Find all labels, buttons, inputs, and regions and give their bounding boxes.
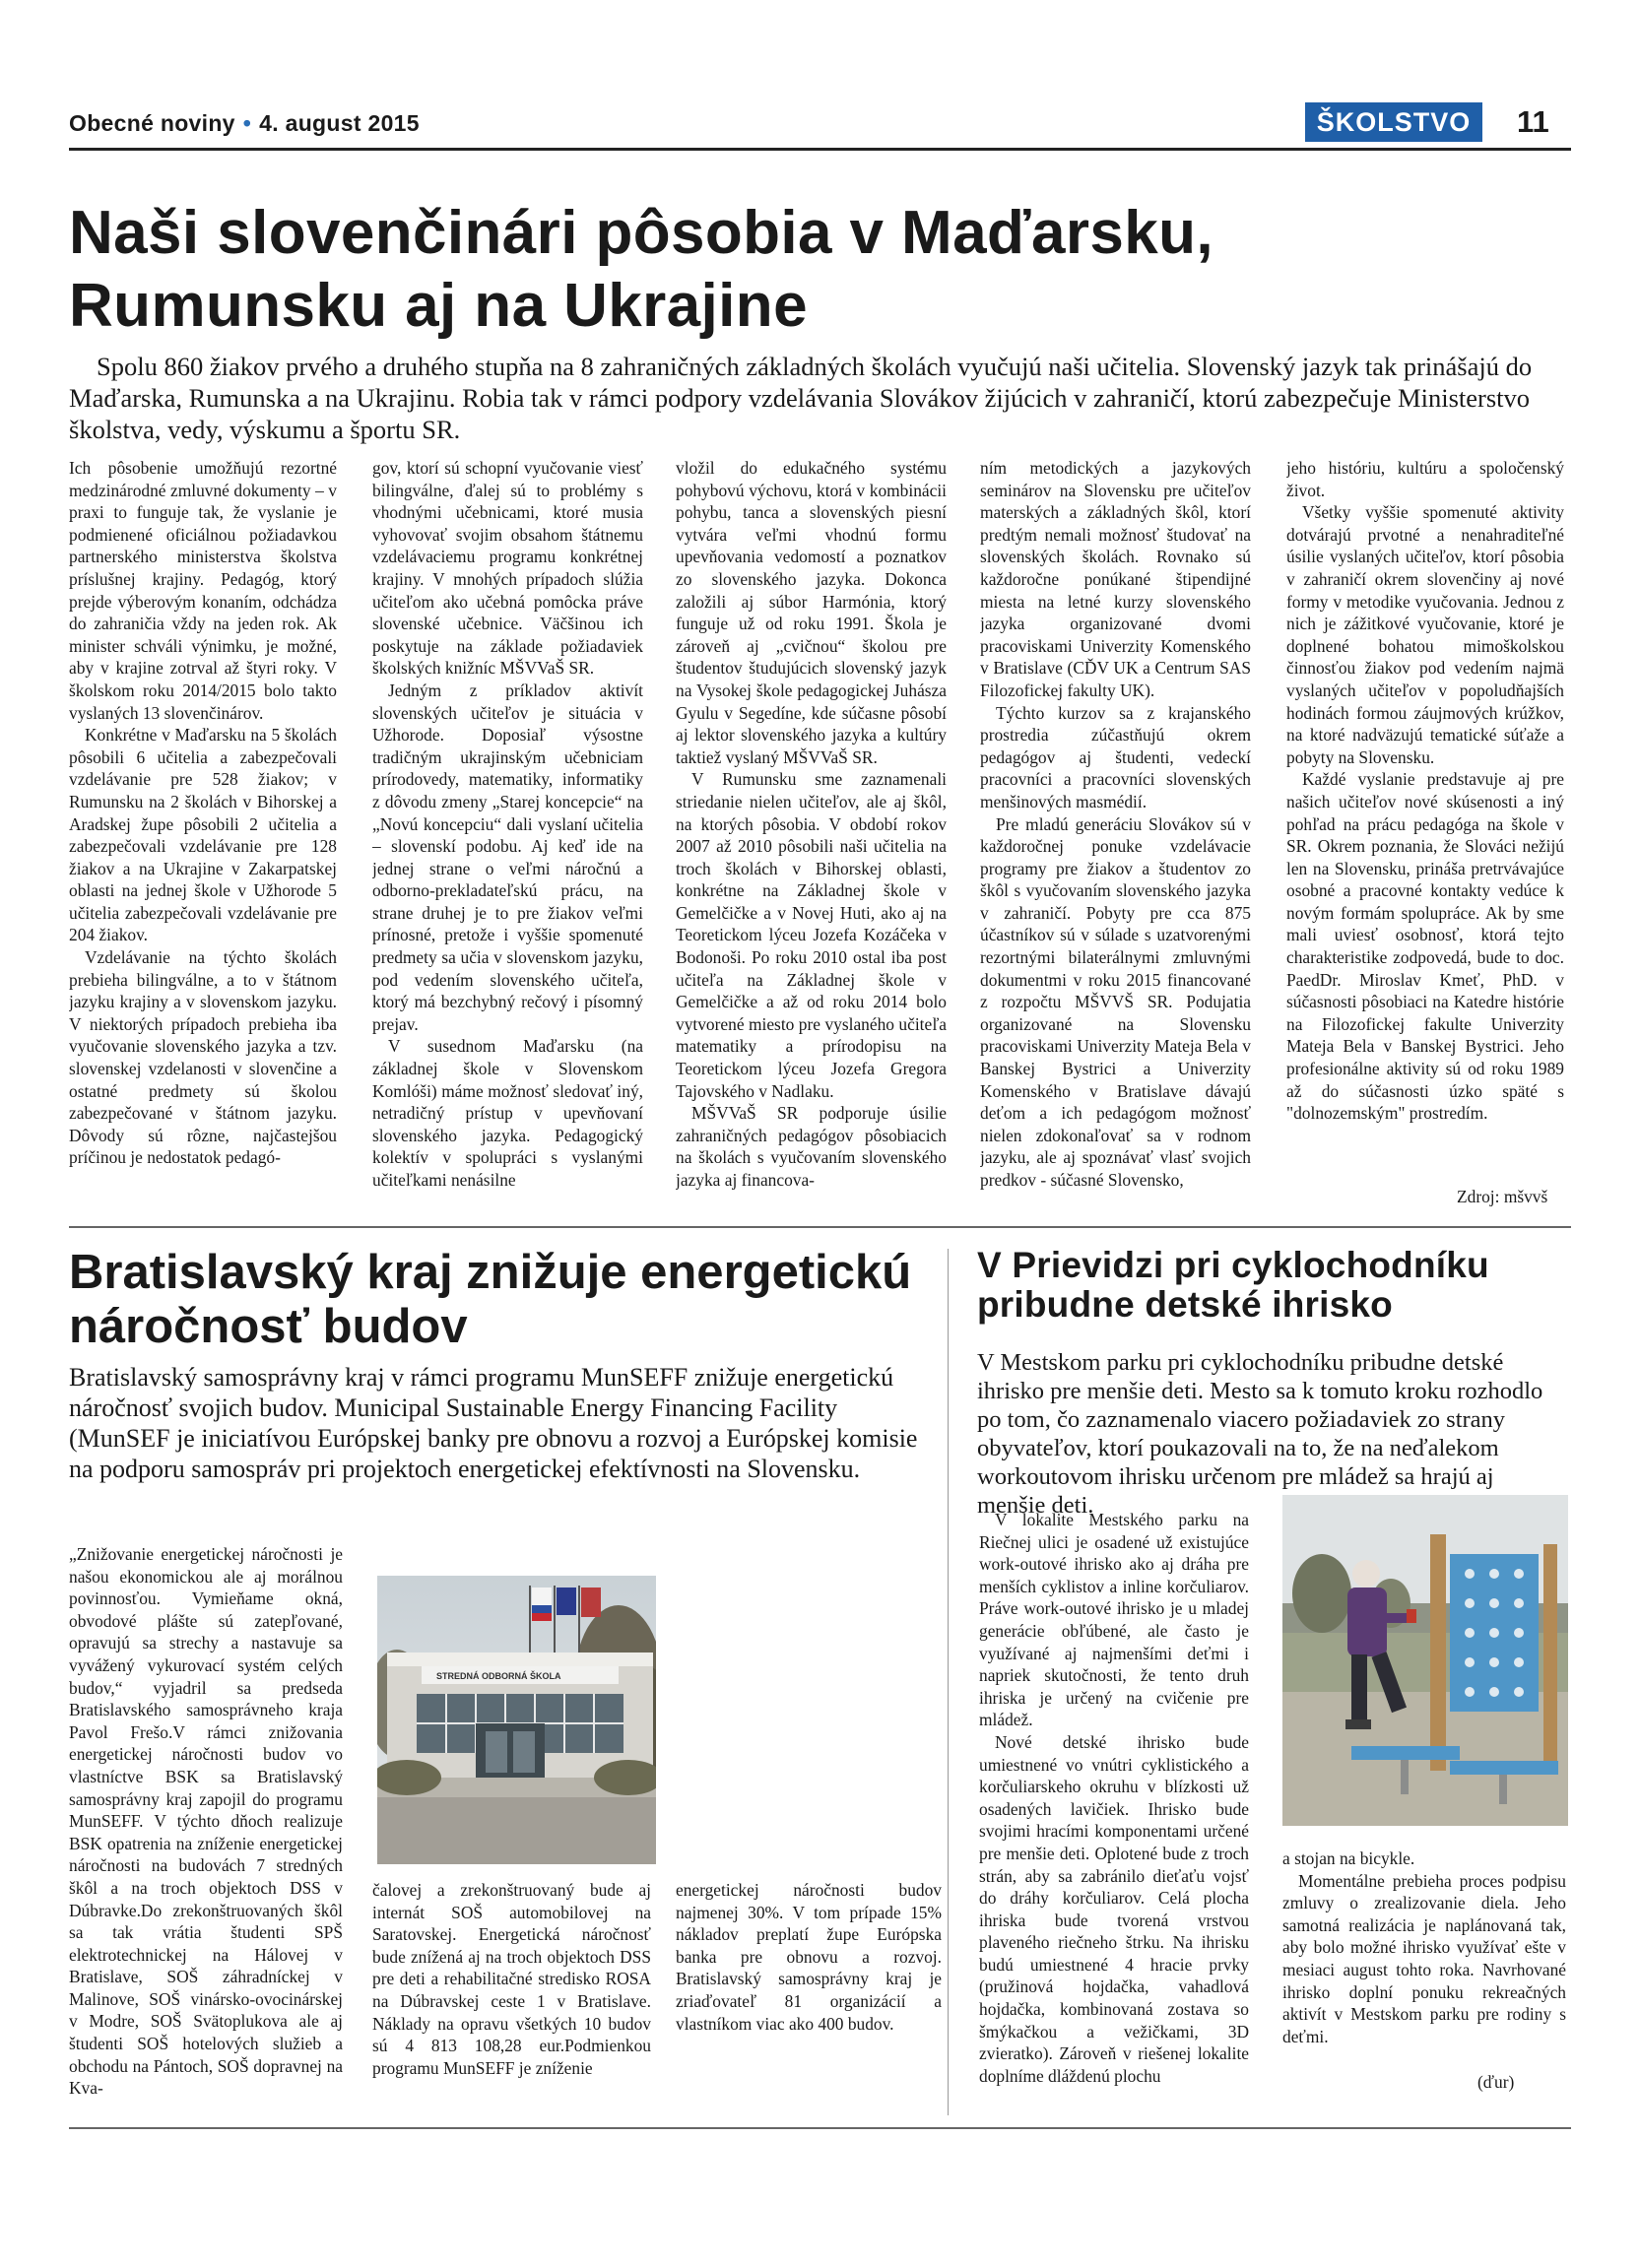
paragraph: gov, ktorí sú schopní vyučovanie viesť bilingválne, ďalej sú to problémy s vhodnými učebnicami, ktoré musia vyhovovať svojim obsahom štátnemu vzdelávaciemu programu konkrétnej krajiny. V mnohých prípadoch slúžia učiteľom ako učebná pomôcka práve slovenské učebnice. Väčšinou ich poskytuje na základe požiadaviek školských knižníc MŠVVaŠ SR.	[372, 458, 643, 679]
right-column-2	[1282, 1847, 1566, 2094]
playground-photo	[1282, 1495, 1568, 1826]
paragraph: Nové detské ihrisko bude umiestnené vo vnútri cyklistického a korčuliarskeho okruhu v blízkosti už osadených lavičiek. Ihrisko bude svojimi hracími komponentami určené pre menšie deti. Oplotené bude z troch strán, aby sa zabránilo dieťaťu vojsť do dráhy korčuliarov. Celá plocha ihriska bude tvorená vrstvou plaveného riečneho štrku. Na ihrisku budú umiestnené 4 hracie prvky (pružinová hojdačka, vahadlová hojdačka, kombinovaná zostava so šmýkačkou a vežičkami, 3D zvieratko). Zároveň v riešenej lokalite doplníme dláždenú plochu	[979, 1731, 1249, 2086]
paragraph: ním metodických a jazykových seminárov na Slovensku pre učiteľov materských a základných škôl, ktorí predtým nemali možnosť študovať na slovenských školách. Rovnako sú každoročne ponúkané štipendijné miesta na letné kurzy slovenského jazyka organizované dvomi pracoviskami Univerzity Komenského v Bratislave (CĎV UK a Centrum SAS Filozofickej fakulty UK).	[980, 458, 1251, 700]
paragraph: a stojan na bicykle.	[1282, 1848, 1415, 1868]
column-divider	[948, 1249, 949, 2115]
header-rule	[69, 148, 1571, 151]
author-byline: (ďur)	[1477, 2072, 1515, 2092]
paragraph: Všetky vyššie spomenuté aktivity dotvárajú prvotné a nenahraditeľné úsilie vyslaných učiteľov, ktorí pôsobia v zahraničí okrem slovenčiny aj nové formy v metodike vyučovania. Jednou z nich je zážitkové vyučovanie, ktoré je doplnené bohatou mimoškolskou činnosťou žiakov pod vedením najmä vyslaných učiteľov v popoludňajších hodinách formou záujmových krúžkov, na ktoré nadväzujú tematické súťaže a pobyty na Slovensku.	[1286, 502, 1564, 767]
right-column-1	[979, 1509, 1249, 2114]
paragraph: jeho históriu, kultúru a spoločenský život.	[1286, 458, 1564, 500]
left-lead: Bratislavský samosprávny kraj v rámci programu MunSEFF znižuje energetickú náročnosť svojich budov. Municipal Sustainable Energy Financing Facility (MunSEF je iniciatívou Európskej banky pre obnovu a rozvoj a Európskej komisie na podporu samospráv pri projektoch energetickej efektívnosti na Slovensku.	[69, 1363, 918, 1483]
paragraph: Konkrétne v Maďarsku na 5 školách pôsobili 6 učitelia a zabezpečovali vzdelávanie pre 528 žiakov; v Rumunsku na 2 školách v Bihorskej a Aradskej župe pôsobili 2 učitelia a zabezpečovali vzdelávanie pre 128 žiakov a na Ukrajine v Zakarpatskej oblasti na jednej škole v Užhorode 5 učitelia zabezpečovali vzdelávanie pre 204 žiakov.	[69, 725, 337, 945]
paragraph: energetickej náročnosti budov najmenej 30%. V tom prípade 15% nákladov preplatí župe Európska banka pre obnovu a rozvoj. Bratislavský samosprávny kraj je zriaďovateľ 81 organizácií a vlastníkom viac ako 400 budov.	[676, 1880, 942, 2034]
paragraph: Týchto kurzov sa z krajanského prostredia zúčastňujú okrem pedagógov aj študenti, vedeckí pracovníci a pracovníci slovenských menšinových masmédií.	[980, 702, 1251, 811]
paragraph: Každé vyslanie predstavuje aj pre našich učiteľov nové skúsenosti a iný pohľad na prácu pedagóga na škole v SR. Okrem poznania, že Slováci nežijú len na Slovensku, prináša pretrvávajúce osobné a pracovné kontakty vedúce k novým formám spolupráce. Ak by sme mali uviesť osobnosť, ktorá tejto charakteristike zodpovedá, bude to doc. PaedDr. Miroslav Kmeť, PhD. v súčasnosti pôsobiaci na Katedre histórie na Filozofickej fakulte Univerzity Mateja Bela v Banskej Bystrici. Jeho profesionálne aktivity sú od roku 1989 až do súčasnosti úzko späté s "dolnozemským" prostredím.	[1286, 769, 1564, 1124]
masthead	[69, 110, 420, 137]
main-column-3	[676, 457, 947, 1235]
left-column-1	[69, 1543, 343, 2114]
paragraph: MŠVVaŠ SR podporuje úsilie zahraničných pedagógov pôsobiacich na školách s vyučovaním slovenského jazyka aj financova-	[676, 1103, 947, 1190]
photo-sign-text: STREDNÁ ODBORNÁ ŠKOLA	[436, 1671, 561, 1681]
paragraph: „Znižovanie energetickej náročnosti je našou ekonomickou ale aj morálnou povinnosťou. Vymieňame okná, obvodové plášte sú zatepľované, opravujú sa strechy a nastavuje sa vyvážený vykurovací systém celých budov,“ vyjadril sa predseda Bratislavského samosprávneho kraja Pavol Frešo.V rámci znižovania energetickej náročnosti budov vo vlastníctve BSK sa Bratislavský samosprávny kraj zapojil do programu MunSEFF. V týchto dňoch realizuje BSK opatrenia na zníženie energetickej náročnosti na budovách 7 stredných škôl a na troch objektoch DSS v Dúbravke.Do zrekonštruovaných škôl sa tak vrátia študenti SPŠ elektrotechnickej na Hálovej v Bratislave, SOŠ záhradníckej v Malinove, SOŠ vinársko-ovocinárskej v Modre, SOŠ Svätoplukova ale aj študenti SOŠ hotelových služieb a obchodu na Pántoch, SOŠ dopravnej na Kva-	[69, 1544, 343, 2099]
issue-date: 4. august 2015	[259, 110, 420, 136]
paragraph: V susednom Maďarsku (na základnej škole v Slovenskom Komlóši) máme možnosť sledovať iný, netradičný prístup v upevňovaní slovenského jazyka. Pedagogický kolektív v spolupráci s vyslanými učiteľkami nenásilne	[372, 1036, 643, 1190]
paragraph: V lokalite Mestského parku na Riečnej ulici je osadené už existujúce work-outové ihrisko ako aj dráha pre menších cyklistov a inline korčuliarov. Práve work-outové ihrisko je u mladej generácie obľúbené, ale často je využívané aj najmenšími deťmi i napriek skutočnosti, že tento druh ihriska je určený na cvičenie pre mládež.	[979, 1510, 1249, 1730]
paragraph: vložil do edukačného systému pohybovú výchovu, ktorá v kombinácii pohybu, tanca a slovenských piesní vytvára veľmi vhodnú formu upevňovania vedomostí a poznatkov zo slovenského jazyka. Dokonca založili aj súbor Harmónia, ktorý funguje už od roku 1991. Škola je zároveň aj „cvičnou“ školou pre študentov študujúcich slovenský jazyk na Vysokej škole pedagogickej Juhásza Gyulu v Segedíne, kde súčasne pôsobí aj lektor slovenského jazyka a kultúry taktiež vyslaný MŠVVaŠ SR.	[676, 458, 947, 767]
right-headline: V Prievidzi pri cyklochodníku pribudne detské ihrisko	[977, 1245, 1489, 1325]
left-headline: Bratislavský kraj znižuje energetickú náročnosť budov	[69, 1246, 912, 1353]
main-column-5	[1286, 457, 1564, 1235]
main-column-2	[372, 457, 643, 1235]
right-lead: V Mestskom parku pri cyklochodníku pribudne detské ihrisko pre menšie deti. Mesto sa k tomuto kroku rozhodlo po tom, čo zaznamenalo viacero požiadaviek zo strany obyvateľov, ktorí poukazovali na to, že na neďalekom workoutovom ihrisku určenom pre mládež sa hrajú aj menšie deti.	[977, 1349, 1543, 1519]
paragraph: Pre mladú generáciu Slovákov sú v každoročnej ponuke vzdelávacie programy pre žiakov a študentov zo škôl s vyučovaním slovenského jazyka v zahraničí. Pobyty pre cca 875 účastníkov sú v súlade s uzatvorenými rezortnými bilaterálnymi zmluvnými dokumentmi v roku 2015 financované z rozpočtu MŠVVŠ SR. Podujatia organizované na Slovensku pracoviskami Univerzity Mateja Bela v Banskej Bystrici a Univerzity Komenského v Bratislave dávajú deťom a ich pedagógom možnosť nielen zdokonaľovať sa v rodnom jazyku, ale aj spoznávať vlasť svojich predkov - súčasné Slovensko,	[980, 813, 1251, 1190]
school-building-photo	[377, 1576, 656, 1864]
paragraph: V Rumunsku sme zaznamenali striedanie nielen učiteľov, ale aj škôl, na ktorých pôsobia. V období rokov 2007 až 2010 pôsobili naši učitelia na troch školách v Bihorskej oblasti, konkrétne na Základnej škole v Gemelčičke a v Novej Huti, ako aj na Teoretickom lýceu Jozefa Kozáčeka v Bodonoši. Po roku 2010 ostal iba post učiteľa na Základnej škole v Gemelčičke a až od roku 2014 bolo vytvorené miesto pre vyslaného učiteľa matematiky a prírodopisu na Teoretickom lýceu Jozefa Gregora Tajovského v Nadlaku.	[676, 769, 947, 1101]
paragraph: Jedným z príkladov aktivít slovenských učiteľov je situácia v Užhorode. Doposiaľ výsostne tradičným ukrajinským učebniciam prírodovedy, matematiky, informatiky z dôvodu zmeny „Starej koncepcie“ na „Novú koncepciu“ dali vyslaní učitelia – slovenskí podobu. Aj keď ide na jednej strane o veľmi náročnú a odborno-prekladateľskú prácu, na strane druhej je to pre žiakov veľmi prínosné, pretože i vyššie spomenuté predmety sa učia v slovenskom jazyku, pod vedením slovenského učiteľa, ktorý má bezchybný rečový i písomný prejav.	[372, 680, 643, 1034]
bottom-rule	[69, 2127, 1571, 2129]
main-lead: Spolu 860 žiakov prvého a druhého stupňa na 8 zahraničných základných školách vyučujú naši učitelia. Slovenský jazyk tak prinášajú do Maďarska, Rumunska a na Ukrajinu. Robia tak v rámci podpory vzdelávania Slovákov žijúcich v zahraničí, ktorú zabezpečuje Ministerstvo školstva, vedy, výskumu a športu SR.	[69, 352, 1533, 444]
main-headline: Naši slovenčinári pôsobia v Maďarsku, Rumunsku aj na Ukrajine	[69, 199, 1214, 340]
paragraph: Vzdelávanie na týchto školách prebieha bilingválne, a to v štátnom jazyku krajiny a v slovenskom jazyku. V niektorých prípadoch prebieha iba vyučovanie slovenského jazyka a tzv. slovenskej vzdelanosti v slovenčine a ostatné predmety sú školou zabezpečované v štátnom jazyku. Dôvody sú rôzne, najčastejšou príčinou je nedostatok pedagó-	[69, 947, 337, 1168]
section-divider	[69, 1226, 1571, 1228]
article-source: Zdroj: mšvvš	[1457, 1187, 1548, 1206]
left-column-2	[372, 1879, 651, 2115]
main-column-1	[69, 457, 337, 1235]
separator-bullet: •	[242, 110, 252, 136]
paragraph: Ich pôsobenie umožňujú rezortné medzinárodné zmluvné dokumenty – v praxi to funguje tak, že vyslanie je podmienené oficiálnou požiadavkou partnerského ministerstva školstva príslušnej krajiny. Pedagóg, ktorý prejde výberovým konaním, odchádza do zahraničia vždy na jeden rok. Ak minister schváli výnimku, je možné, aby v krajine zotrval až štyri roky. V školskom roku 2014/2015 bolo takto vyslaných 13 slovenčinárov.	[69, 458, 337, 723]
publication-name: Obecné noviny	[69, 110, 235, 136]
section-label: ŠKOLSTVO	[1305, 102, 1482, 142]
page-number: 11	[1517, 104, 1549, 139]
left-column-3	[676, 1879, 942, 2115]
paragraph: čalovej a zrekonštruovaný bude aj internát SOŠ automobilovej na Saratovskej. Energetická náročnosť bude znížená aj na troch objektoch DSS pre deti a rehabilitačné stredisko ROSA na Dúbravskej ceste 1 v Bratislave. Náklady na opravu všetkých 10 budov sú 4 813 108,28 eur.Podmienkou programu MunSEFF je zníženie	[372, 1880, 651, 2078]
main-column-4	[980, 457, 1251, 1235]
paragraph: Momentálne prebieha proces podpisu zmluvy o zrealizovanie diela. Jeho samotná realizácia je naplánovaná tak, aby bolo možné ihrisko využívať ešte v mesiaci august tohto roka. Navrhované ihrisko doplní ponuku rekreačných aktivít v Mestskom parku pre rodiny s deťmi.	[1282, 1870, 1566, 2046]
